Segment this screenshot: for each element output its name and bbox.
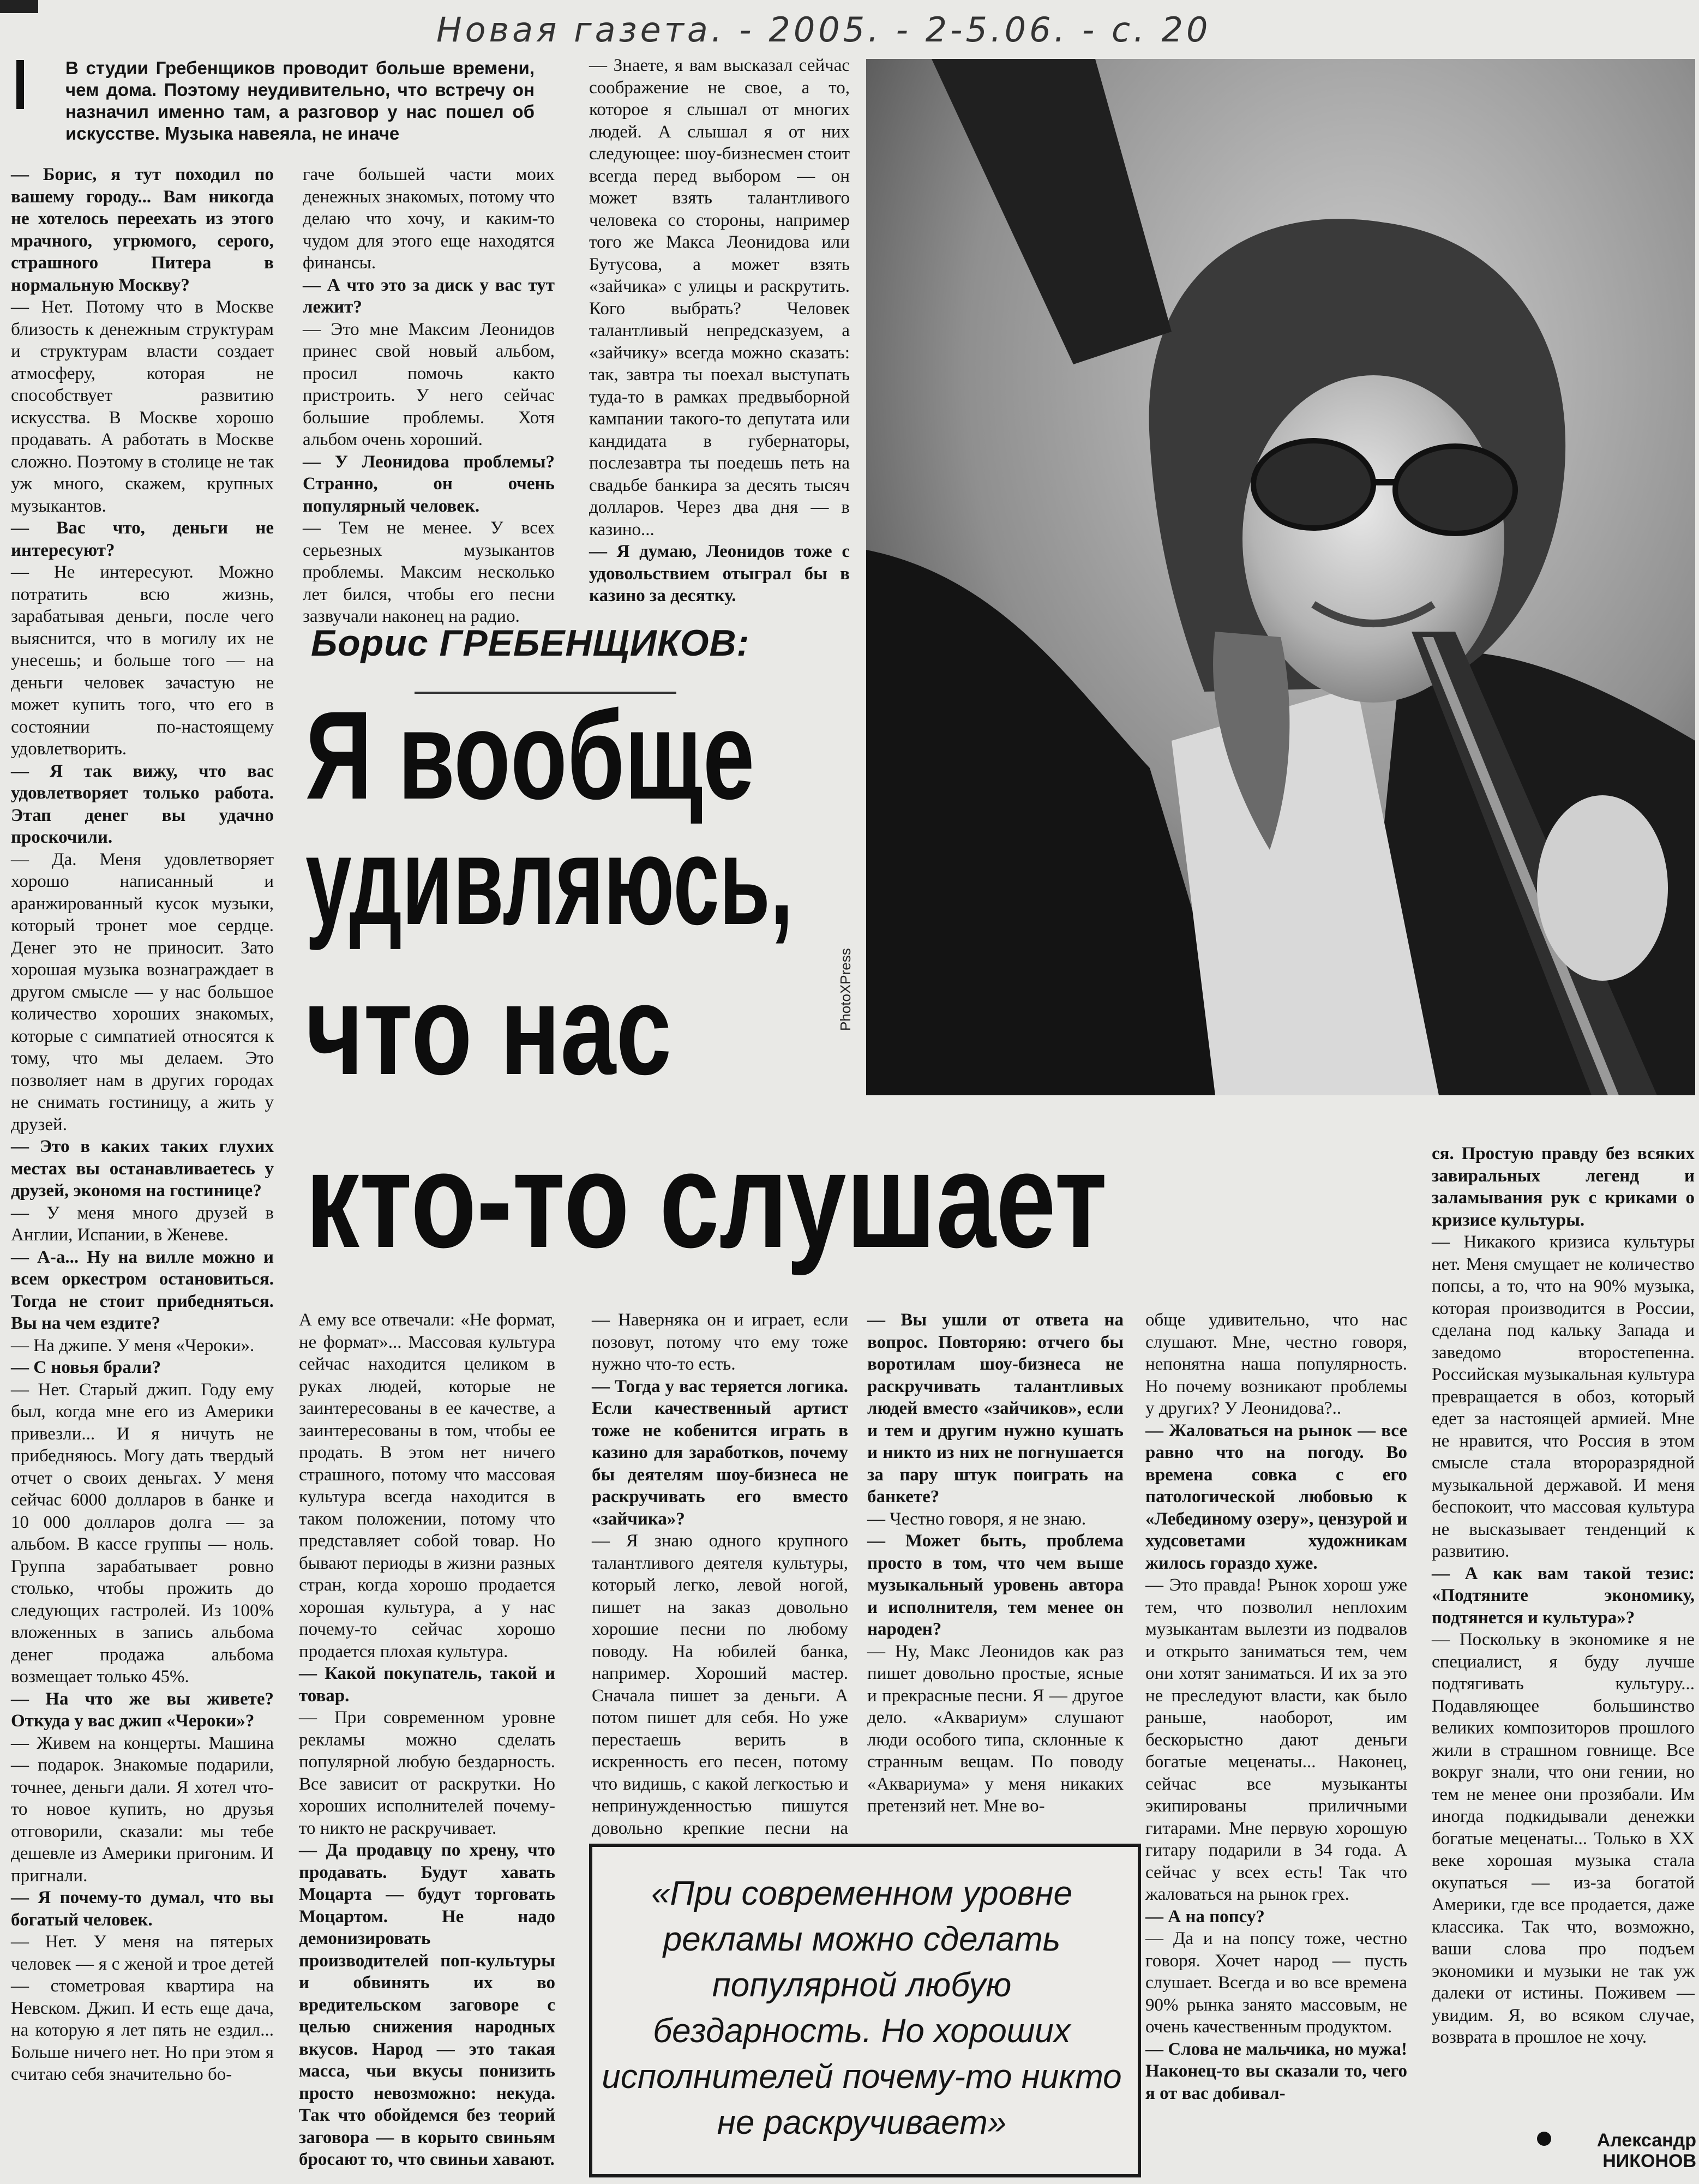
answer-paragraph: — Тем не менее. У всех серьезных музыкантов проблемы. Максим несколько лет бился, чтобы его песни зазвучали наконец на радио.: [303, 518, 555, 626]
answer-paragraph: — При современном уровне рекламы можно сделать популярной любую бездарность. Все зависит от раскрутки. Но хороших исполнителей почему-то никто не раскручивает.: [299, 1708, 555, 1838]
question-paragraph: — С новья брали?: [11, 1358, 161, 1377]
question-paragraph: — Жаловаться на рынок — все равно что на погоду. Во времена совка с его патологической любовью к «Лебединому озеру», цензурой и худсоветами художникам жилось гораздо хуже.: [1145, 1420, 1407, 1573]
question-paragraph: ся. Простую правду без всяких завиральных легенд и заламывания рук с криками о кризисе культуры.: [1432, 1144, 1695, 1230]
question-paragraph: — На что же вы живете? Откуда у вас джип «Чероки»?: [11, 1689, 274, 1731]
question-paragraph: — Я так вижу, что вас удовлетворяет только работа. Этап денег вы удачно проскочили.: [11, 761, 274, 847]
answer-paragraph: — Честно говоря, я не знаю.: [867, 1509, 1086, 1529]
handwritten-source-note: Новая газета. - 2005. - 2-5.06. - с. 20: [436, 10, 1211, 50]
answer-paragraph: — Поскольку в экономике я не специалист, я буду лучше подтягивать культуру... Подавляющее большинство великих композиторов прошлого жили в страшном говнище. Все вокруг знали, что они гении, но тем не менее они прозябали. Им иногда подкидывали денежки богатые меценаты... Только в XX веке хорошая музыка стала окупаться — из-за богатой Америки, где все продается, даже классика. Так что, возможно, ваши слова про подъем экономики и музыки не так уж далеки от истины. Поживем — увидим. Я, во всяком случае, возврата в прошлое не хочу.: [1432, 1630, 1695, 2047]
question-paragraph: — А как вам такой тезис: «Подтяните экономику, подтянется и культура»?: [1432, 1563, 1695, 1628]
question-paragraph: — Я думаю, Леонидов тоже с удовольствием отыграл бы в казино за десятку.: [589, 542, 850, 605]
answer-paragraph: — Живем на концерты. Машина — подарок. Знакомые подарили, точнее, деньги дали. Я хотел что-то новое купить, но друзья отговорили, сказали: мы тебе дешевле из Америки пригоним. И пригнали.: [11, 1733, 274, 1886]
question-paragraph: — Тогда у вас теряется логика. Если качественный артист тоже не кобенится играть в казино для заработков, почему бы деятелям шоу-бизнеса не раскручивать его вместо «зайчика»?: [592, 1376, 848, 1529]
answer-paragraph: — Нет. Старый джип. Году ему был, когда мне его из Америки привезли... И я ничуть не прибедняюсь. Могу дать твердый отчет о своих деньгах. У меня сейчас 6000 долларов в банке и 10 000 долларов долга — за альбом. В кассе группы — ноль. Группа зарабатывает ровно столько, чтобы прожить до следующих гастролей. Из 100% вложенных в запись альбома денег продажа альбома возмещает только 45%.: [11, 1379, 274, 1687]
question-paragraph: — Это в каких таких глухих местах вы останавливаетесь у друзей, экономя на гостинице?: [11, 1137, 274, 1201]
question-paragraph: — Борис, я тут походил по вашему городу... Вам никогда не хотелось переехать из этого мрачного, угрюмого, серого, страшного Питера в нормальную Москву?: [11, 165, 274, 295]
pull-quote-text: «При современном уровне рекламы можно сделать популярной любую бездарность. Но хороших исполнителей почему-то никто не раскручивает»: [602, 1875, 1122, 2141]
answer-paragraph: гаче большей части моих денежных знакомых, потому что делаю что хочу, и каким-то чудом для этого еще находятся финансы.: [303, 165, 555, 273]
question-paragraph: — Слова не мальчика, но мужа! Наконец-то вы сказали то, чего я от вас добивал-: [1145, 2039, 1407, 2103]
byline-first-name: Александр: [1596, 2130, 1696, 2151]
byline-last-name: НИКОНОВ: [1602, 2151, 1696, 2171]
answer-paragraph: — Я знаю одного крупного талантливого деятеля культуры, который легко, левой ногой, пишет на заказ довольно хорошие песни по любому поводу. На юбилей банка, например. Хороший мастер. Сначала пишет за деньги. А потом пишет для себя. Но уже перестаешь верить в искренность его песен, потому что видишь, с какой легкостью и непринужденностью пишутся довольно крепкие песни на: [592, 1531, 848, 1838]
photo-portrait-image: [866, 59, 1695, 1095]
top-corner-mark: [0, 0, 38, 13]
answer-paragraph: — Не интересуют. Можно потратить всю жизнь, зарабатывая деньги, после чего выяснится, что в могилу их не унесешь; и больше того — на деньги человек зачастую не может купить того, что его в состоянии по-настоящему удовлетворить.: [11, 562, 274, 759]
article-column-8: [1432, 1143, 1695, 2119]
question-paragraph: — Вы ушли от ответа на вопрос. Повторяю: отчего бы воротилам шоу-бизнеса не раскручивать талантливых людей вместо «зайчиков», если и тем и другим нужно кушать и никто из них не погнушается за пару штук поиграть на банкете?: [867, 1310, 1124, 1507]
answer-paragraph: — На джипе. У меня «Чероки».: [11, 1335, 255, 1355]
lead-vertical-rule: [16, 60, 24, 109]
article-column-2: [303, 164, 555, 626]
article-column-7: [1145, 1309, 1407, 2171]
byline: [1533, 2130, 1696, 2179]
answer-paragraph: А ему все отвечали: «Не формат, не формат»... Массовая культура сейчас находится целиком в руках людей, которые не заинтересованы в ее качестве, а заинтересованы в том, чтобы ее продать. В этом нет ничего страшного, потому что массовая культура всегда находится в таком положении, потому что представляет собой товар. Но бывают периоды в жизни разных стран, когда хорошо продается хорошая культура, а у нас почему-то сейчас хорошо продается плохая культура.: [299, 1310, 555, 1661]
article-lead: В студии Гребенщиков проводит больше времени, чем дома. Поэтому неудивительно, что встречу он назначил именно там, а разговор у нас пошел об искусстве. Музыка навеяла, не иначе: [65, 58, 535, 143]
headline-kicker: Борис ГРЕБЕНЩИКОВ:: [311, 622, 750, 664]
headline-line-1: Я вообще: [305, 685, 755, 825]
question-paragraph: — Я почему-то думал, что вы богатый человек.: [11, 1888, 274, 1930]
article-column-3: [589, 55, 850, 605]
question-paragraph: — Вас что, деньги не интересуют?: [11, 518, 274, 560]
answer-paragraph: — Да и на попсу тоже, честно говоря. Хочет народ — пусть слушает. Всегда и во все времена 90% рынка занято массовым, не очень качественным продуктом.: [1145, 1929, 1407, 2037]
question-paragraph: — У Леонидова проблемы? Странно, он очень популярный человек.: [303, 452, 555, 516]
headline-line-4: кто-то слушает: [305, 1124, 1107, 1276]
answer-paragraph: — Знаете, я вам высказал сейчас соображение не свое, а то, которое я слышал от многих людей. А слышал я от них следующее: шоу-бизнесмен стоит всегда перед выбором — он может взять талантливого человека со стороны, например того же Макса Леонидова или Бутусова, а может взять «зайчика» с улицы и раскрутить. Кого выбрать? Человек талантливый непредсказуем, а «зайчику» всегда можно сказать: так, завтра ты поехал выступать туда-то в рамках предвыборной кампании такого-то депутата или кандидата в губернаторы, послезавтра ты поедешь петь на свадьбе банкира за десять тысяч долларов. Через два дня — в казино...: [589, 56, 850, 539]
article-column-1: [11, 164, 274, 2160]
article-column-6: [867, 1309, 1124, 1827]
answer-paragraph: — Это мне Максим Леонидов принес свой новый альбом, просил помочь както пристроить. У него сейчас большие проблемы. Хотя альбом очень хороший.: [303, 319, 555, 449]
answer-paragraph: — Никакого кризиса культуры нет. Меня смущает не количество попсы, а то, что на 90% музыка, которая производится в России, сделана под кальку Запада и заведомо второстепенна. Российская музыкальная культура превращается в обоз, который едет за настоящей армией. Мне не нравится, что Россия в этом смысле стала второразрядной музыкальной державой. И меня беспокоит, что массовая культура не высказывает тенденций к развитию.: [1432, 1232, 1695, 1561]
answer-paragraph: — Ну, Макс Леонидов как раз пишет довольно простые, ясные и прекрасные песни. Я — другое дело. «Аквариум» слушают люди особого типа, склонные к странным вещам. По поводу «Аквариума» у меня никаких претензий нет. Мне во-: [867, 1641, 1124, 1816]
photo-credit: PhotoXPress: [837, 948, 854, 1031]
article-column-5: [592, 1309, 848, 1838]
photo-portrait: [866, 59, 1695, 1095]
answer-paragraph: — У меня много друзей в Англии, Испании, в Женеве.: [11, 1203, 274, 1245]
answer-paragraph: — Нет. Потому что в Москве близость к денежным структурам и структурам власти создает атмосферу, которая не способствует развитию искусства. В Москве хорошо продавать. А работать в Москве сложно. Поэтому в столице не так уж много, скажем, крупных музыкантов.: [11, 297, 274, 516]
answer-paragraph: обще удивительно, что нас слушают. Мне, честно говоря, непонятна наша популярность. Но почему возникают проблемы у других? У Леонидова?..: [1145, 1310, 1407, 1418]
question-paragraph: — А на попсу?: [1145, 1906, 1265, 1927]
question-paragraph: — Какой покупатель, такой и товар.: [299, 1664, 555, 1706]
answer-paragraph: — Нет. У меня на пятерых человек — я с женой и трое детей — стометровая квартира на Невском. Джип. И есть еще дача, на которую я лет пять не ездил... Больше ничего нет. Но при этом я считаю себя значительно бо-: [11, 1932, 274, 2084]
article-column-4: [299, 1309, 555, 2169]
question-paragraph: — Да продавцу по хрену, что продавать. Будут хавать Моцарта — будут торговать Моцартом. Не надо демонизировать производителей поп-культуры и обвинять их во вредительском заговоре с целью снижения народных вкусов. Народ — это такая масса, чьи вкусы понизить просто невозможно: некуда. Так что обойдемся без теорий заговора — в корыто свиньям бросают то, что свиньи хавают.: [299, 1840, 555, 2169]
question-paragraph: — А-а... Ну на вилле можно и всем оркестром остановиться. Тогда не стоит прибедняться. Вы на чем ездите?: [11, 1247, 274, 1333]
answer-paragraph: — Да. Меня удовлетворяет хорошо написанный и аранжированный кусок музыки, который тронет мое сердце. Денег это не приносит. Зато хорошая музыка вознаграждает в другом смысле — у нас большое количество хороших знакомых, которые с симпатией относятся к тому, что мы делаем. Это позволяет нам в других городах не снимать гостиницу, а жить у друзей.: [11, 849, 274, 1135]
question-paragraph: — Может быть, проблема просто в том, что чем выше музыкальный уровень автора и исполнителя, тем менее он народен?: [867, 1531, 1124, 1639]
answer-paragraph: — Это правда! Рынок хорош уже тем, что позволил неплохим музыкантам вылезти из подвалов и открыто заниматься тем, чем они хотят заниматься. И их за это не преследуют власти, как было раньше, наоборот, им бескорыстно дают деньги богатые меценаты... Наконец, сейчас все музыканты экипированы приличными гитарами. Мне первую хорошую гитару подарили в 34 года. А сейчас у всех есть! Так что жаловаться на рынок грех.: [1145, 1575, 1407, 1904]
headline-line-2: удивляюсь,: [305, 811, 794, 951]
answer-paragraph: — Наверняка он и играет, если позовут, потому что ему тоже нужно что-то есть.: [592, 1310, 848, 1374]
headline-line-3: что нас: [305, 958, 672, 1101]
question-paragraph: — А что это за диск у вас тут лежит?: [303, 275, 555, 317]
